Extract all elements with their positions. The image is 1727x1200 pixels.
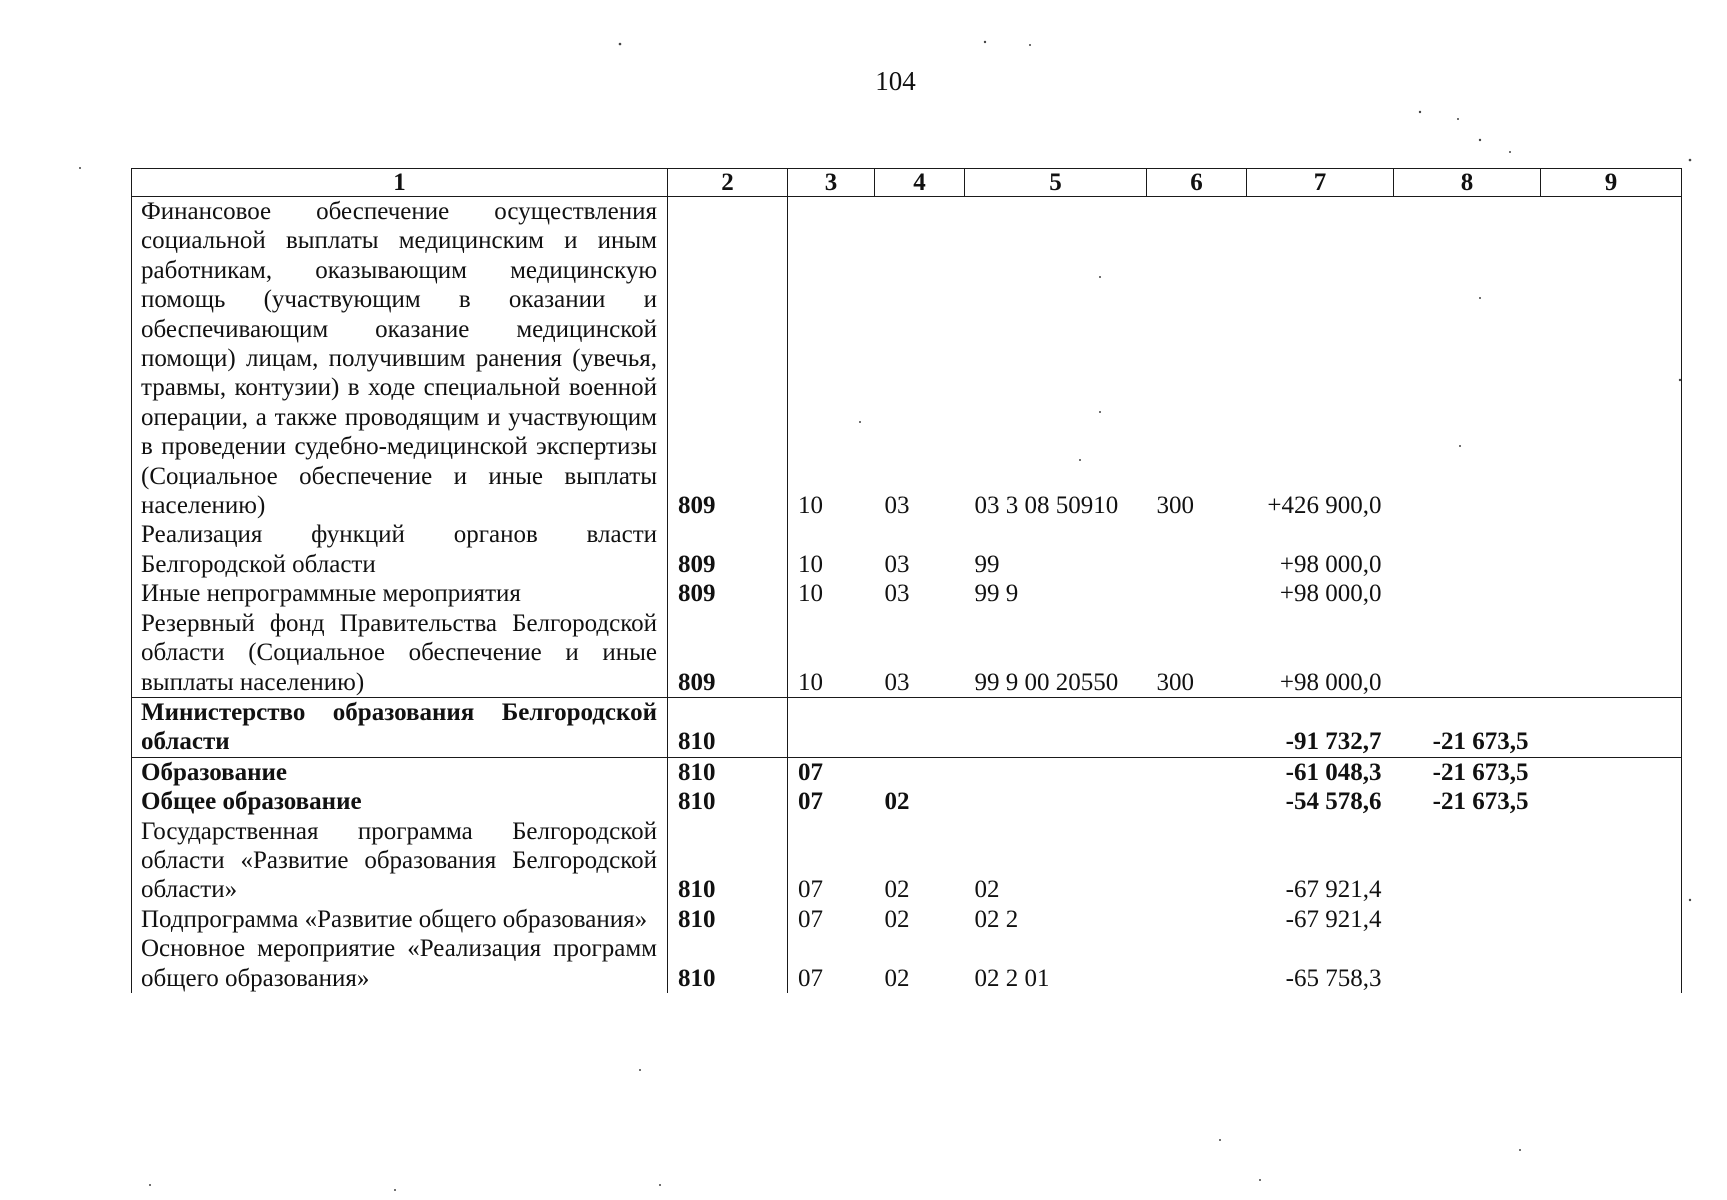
cell-section: 10 — [788, 609, 875, 698]
cell-amount-3 — [1541, 197, 1682, 521]
row-name: Общее образование — [132, 787, 668, 816]
cell-amount-2 — [1394, 817, 1541, 905]
cell-subsection: 02 — [884, 905, 910, 933]
cell-expense-type — [1147, 520, 1247, 579]
table-row — [132, 817, 1682, 905]
cell-amount-3 — [1541, 697, 1682, 757]
cell-section: 10 — [788, 197, 875, 521]
cell-amount-3 — [1541, 520, 1682, 579]
column-header: 5 — [965, 169, 1147, 197]
cell-expense-type — [1147, 757, 1247, 787]
cell-amount-3 — [1541, 905, 1682, 934]
cell-ministry-code: 810 — [668, 817, 788, 905]
row-name: Министерство образования Белгородской области — [132, 697, 668, 757]
cell-section: 10 — [788, 579, 875, 608]
cell-subsection — [875, 757, 965, 787]
table-row — [132, 905, 1682, 934]
cell-section: 07 — [788, 757, 875, 787]
row-name: Финансовое обеспечение осуществления социальной выплаты медицинским и иным работникам, оказывающим медицинскую помощь (участвующим в оказании и обеспечивающим оказание медицинской помощи) лицам, получившим ранения (увечья, травмы, контузии) в ходе специальной военной операции, а также проводящим и участвующим в проведении судебно-медицинской экспертизы (Социальное обеспечение и иные выплаты населению) — [132, 197, 668, 521]
cell-section: 07 — [788, 934, 875, 993]
table-row — [132, 520, 1682, 579]
cell-ministry-code: 809 — [668, 520, 788, 579]
cell-amount: -67 921,4 — [1285, 876, 1382, 904]
cell-subsection: 02 — [884, 876, 910, 904]
cell-subsection: 02 — [884, 964, 910, 992]
row-name: Иные непрограммные мероприятия — [132, 579, 668, 608]
row-name: Реализация функций органов власти Белгородской области — [132, 520, 668, 579]
cell-amount-2: -21 673,5 — [1432, 788, 1529, 816]
cell-amount-2 — [1394, 520, 1541, 579]
cell-amount: +98 000,0 — [1279, 668, 1382, 696]
budget-table — [131, 168, 1682, 993]
cell-amount-3 — [1541, 757, 1682, 787]
table-row — [132, 787, 1682, 816]
cell-target-article — [965, 697, 1147, 757]
page-number: 104 — [875, 66, 916, 96]
cell-amount: -91 732,7 — [1247, 697, 1394, 757]
row-name: Основное мероприятие «Реализация программ общего образования» — [132, 934, 668, 993]
cell-amount-3 — [1541, 579, 1682, 608]
cell-amount-3 — [1541, 787, 1682, 816]
cell-amount: -67 921,4 — [1285, 905, 1382, 933]
table-row — [132, 197, 1682, 521]
cell-target-article — [965, 787, 1147, 816]
cell-ministry-code: 809 — [668, 609, 788, 698]
cell-ministry-code: 810 — [668, 757, 788, 787]
cell-amount-2 — [1394, 197, 1541, 521]
table-row — [132, 697, 1682, 757]
row-name: Государственная программа Белгородской области «Развитие образования Белгородской области» — [132, 817, 668, 905]
cell-target-article: 99 — [974, 550, 1000, 578]
cell-ministry-code: 809 — [668, 579, 788, 608]
cell-section: 07 — [788, 817, 875, 905]
cell-expense-type: 300 — [1156, 668, 1194, 696]
cell-amount-2 — [1394, 579, 1541, 608]
column-header: 6 — [1147, 169, 1247, 197]
cell-amount-2 — [1394, 934, 1541, 993]
cell-ministry-code: 810 — [668, 787, 788, 816]
column-header: 4 — [875, 169, 965, 197]
cell-section: 07 — [788, 787, 875, 816]
cell-expense-type — [1147, 905, 1247, 934]
cell-subsection: 02 — [884, 788, 910, 816]
cell-target-article: 99 9 00 20550 — [974, 668, 1119, 696]
cell-amount-3 — [1541, 934, 1682, 993]
cell-target-article: 02 2 01 — [974, 964, 1050, 992]
cell-expense-type — [1147, 817, 1247, 905]
cell-target-article: 02 2 — [974, 905, 1019, 933]
cell-subsection: 03 — [884, 550, 910, 578]
column-header: 7 — [1247, 169, 1394, 197]
cell-amount: -61 048,3 — [1247, 757, 1394, 787]
cell-expense-type: 300 — [1156, 492, 1194, 520]
cell-expense-type — [1147, 697, 1247, 757]
row-name: Подпрограмма «Развитие общего образования» — [132, 905, 668, 934]
table-row — [132, 757, 1682, 787]
cell-amount: -65 758,3 — [1285, 964, 1382, 992]
cell-amount: -54 578,6 — [1285, 788, 1382, 816]
cell-section: 07 — [788, 905, 875, 934]
row-name: Резервный фонд Правительства Белгородской области (Социальное обеспечение и иные выплаты населению) — [132, 609, 668, 698]
column-header: 3 — [788, 169, 875, 197]
table-row — [132, 579, 1682, 608]
cell-section: 10 — [788, 520, 875, 579]
column-header: 9 — [1541, 169, 1682, 197]
cell-section — [788, 697, 875, 757]
cell-amount: +426 900,0 — [1267, 492, 1382, 520]
cell-amount-2: -21 673,5 — [1394, 697, 1541, 757]
cell-ministry-code: 809 — [668, 197, 788, 521]
column-header: 1 — [132, 169, 668, 197]
cell-ministry-code: 810 — [668, 697, 788, 757]
cell-amount-2 — [1394, 905, 1541, 934]
cell-subsection: 03 — [884, 580, 910, 608]
cell-amount-2: -21 673,5 — [1394, 757, 1541, 787]
column-header: 8 — [1394, 169, 1541, 197]
cell-expense-type — [1147, 787, 1247, 816]
table-header-row — [132, 169, 1682, 197]
cell-expense-type — [1147, 934, 1247, 993]
cell-subsection: 03 — [884, 492, 910, 520]
cell-expense-type — [1147, 579, 1247, 608]
cell-ministry-code: 810 — [668, 934, 788, 993]
cell-target-article — [965, 757, 1147, 787]
row-name: Образование — [132, 757, 668, 787]
cell-amount-3 — [1541, 609, 1682, 698]
cell-amount-2 — [1394, 609, 1541, 698]
table-row — [132, 934, 1682, 993]
cell-target-article: 02 — [974, 876, 1000, 904]
column-header: 2 — [668, 169, 788, 197]
cell-target-article: 03 3 08 50910 — [974, 492, 1119, 520]
cell-subsection: 03 — [884, 668, 910, 696]
cell-target-article: 99 9 — [974, 580, 1019, 608]
table-row — [132, 609, 1682, 698]
cell-amount: +98 000,0 — [1279, 550, 1382, 578]
cell-subsection — [875, 697, 965, 757]
cell-ministry-code: 810 — [668, 905, 788, 934]
cell-amount-3 — [1541, 817, 1682, 905]
cell-amount: +98 000,0 — [1279, 580, 1382, 608]
